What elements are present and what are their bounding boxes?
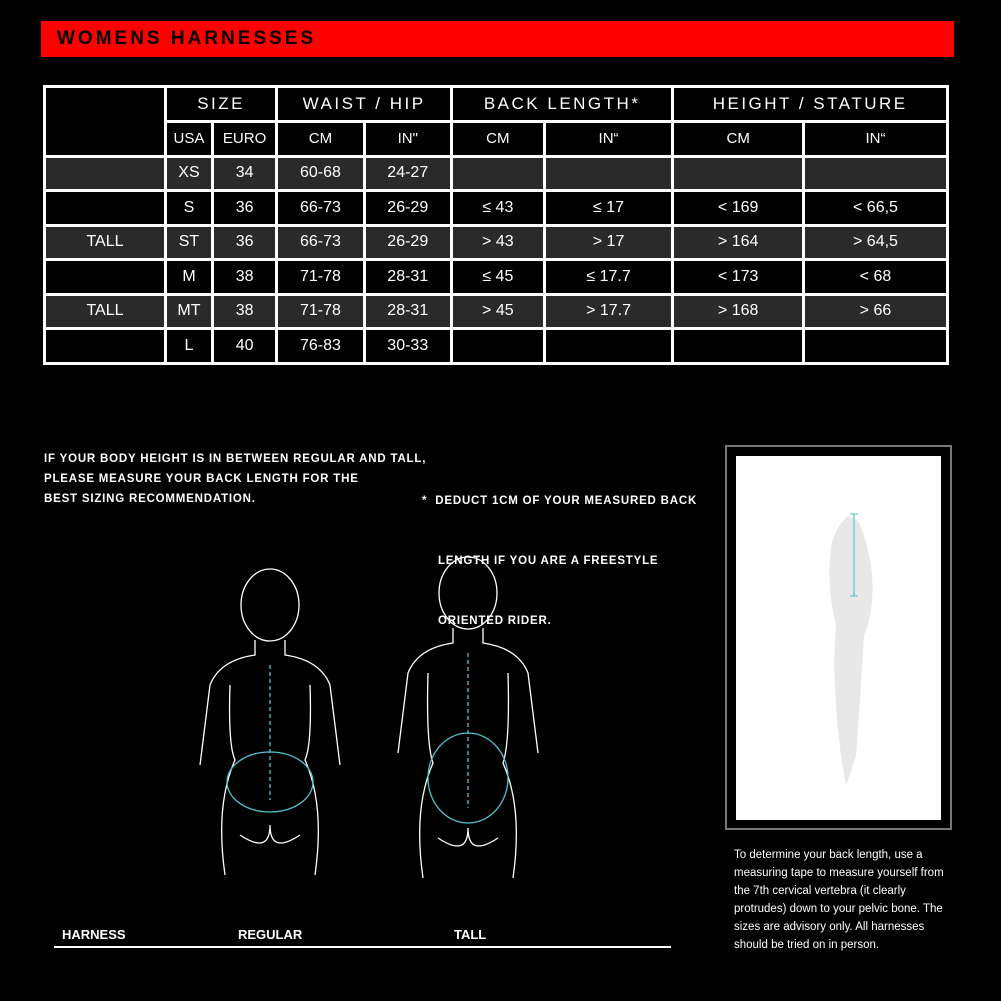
table-row (45, 191, 948, 226)
tall-tag-cell: TALL (45, 225, 166, 260)
subheader-cell: IN“ (544, 122, 673, 157)
regular-figure (200, 569, 340, 875)
tall-tag-cell (45, 191, 166, 226)
table-cell: MT (166, 294, 213, 329)
table-cell: 71-78 (277, 294, 364, 329)
table-cell: XS (166, 156, 213, 191)
table-cell: ≤ 17.7 (544, 260, 673, 295)
table-cell: 38 (212, 260, 276, 295)
table-cell (673, 329, 804, 364)
table-cell: > 168 (673, 294, 804, 329)
table-cell (451, 156, 544, 191)
note-line: * DEDUCT 1CM OF YOUR MEASURED BACK (422, 495, 698, 507)
table-cell: 34 (212, 156, 276, 191)
group-header: SIZE (166, 87, 277, 122)
table-cell: > 45 (451, 294, 544, 329)
table-cell: < 66,5 (803, 191, 947, 226)
table-cell: ≤ 17 (544, 191, 673, 226)
table-cell: > 17.7 (544, 294, 673, 329)
table-cell: < 173 (673, 260, 804, 295)
table-cell: 66-73 (277, 225, 364, 260)
size-table (43, 85, 949, 365)
table-cell: < 68 (803, 260, 947, 295)
table-cell (544, 156, 673, 191)
table-cell: > 64,5 (803, 225, 947, 260)
group-header: WAIST / HIP (277, 87, 452, 122)
table-cell: 60-68 (277, 156, 364, 191)
table-cell: 36 (212, 191, 276, 226)
table-cell: > 43 (451, 225, 544, 260)
table-cell: > 66 (803, 294, 947, 329)
back-measure-figure (736, 456, 941, 820)
tall-tag-cell (45, 156, 166, 191)
note-line: IF YOUR BODY HEIGHT IS IN BETWEEN REGULAR AND TALL, (44, 453, 427, 465)
table-cell: 71-78 (277, 260, 364, 295)
table-cell: ≤ 43 (451, 191, 544, 226)
tall-tag-cell: TALL (45, 294, 166, 329)
table-row (45, 156, 948, 191)
table-cell: 28-31 (364, 294, 451, 329)
note-line: LENGTH IF YOU ARE A FREESTYLE (422, 555, 659, 567)
table-cell: 30-33 (364, 329, 451, 364)
table-row (45, 225, 948, 260)
subheader-cell: CM (451, 122, 544, 157)
note-line: ORIENTED RIDER. (422, 615, 552, 627)
table-cell: 24-27 (364, 156, 451, 191)
table-row (45, 260, 948, 295)
subheader-cell: EURO (212, 122, 276, 157)
tall-tag-cell (45, 329, 166, 364)
table-cell: S (166, 191, 213, 226)
table-cell: 66-73 (277, 191, 364, 226)
subheader-cell: USA (166, 122, 213, 157)
subheader-cell: IN“ (803, 122, 947, 157)
table-cell: 26-29 (364, 191, 451, 226)
measurement-caption: To determine your back length, use a measuring tape to measure yourself from the 7th cervical vertebra (it clearly protrudes) down to your pelvic bone. The sizes are advisory only. All harnesses should be tried on in person. (734, 849, 944, 951)
table-cell (673, 156, 804, 191)
subheader-cell: IN" (364, 122, 451, 157)
table-cell: 36 (212, 225, 276, 260)
page-title: WOMENS HARNESSES (57, 28, 317, 49)
table-cell: 76-83 (277, 329, 364, 364)
table-cell: < 169 (673, 191, 804, 226)
note-line: BEST SIZING RECOMMENDATION. (44, 493, 256, 505)
table-cell: L (166, 329, 213, 364)
subheader-cell: CM (673, 122, 804, 157)
tall-figure (398, 557, 538, 878)
table-row (45, 329, 948, 364)
corner-cell (45, 87, 166, 157)
table-cell: 26-29 (364, 225, 451, 260)
subheader-cell: CM (277, 122, 364, 157)
tall-tag-cell (45, 260, 166, 295)
label-regular: REGULAR (238, 927, 303, 942)
table-cell: 38 (212, 294, 276, 329)
table-row (45, 294, 948, 329)
note-line: PLEASE MEASURE YOUR BACK LENGTH FOR THE (44, 473, 359, 485)
group-header: HEIGHT / STATURE (673, 87, 948, 122)
table-cell (803, 156, 947, 191)
table-cell: ST (166, 225, 213, 260)
divider (54, 946, 671, 948)
table-cell (803, 329, 947, 364)
table-cell: M (166, 260, 213, 295)
table-cell: > 17 (544, 225, 673, 260)
table-cell: > 164 (673, 225, 804, 260)
body-outlines (180, 545, 570, 925)
table-cell: 40 (212, 329, 276, 364)
label-tall: TALL (454, 927, 487, 942)
group-header: BACK LENGTH* (451, 87, 672, 122)
height-note (44, 449, 426, 509)
measurement-photo (725, 445, 952, 830)
table-cell: ≤ 45 (451, 260, 544, 295)
table-cell: 28-31 (364, 260, 451, 295)
label-harness: HARNESS (62, 927, 126, 942)
table-cell (544, 329, 673, 364)
table-cell (451, 329, 544, 364)
title-banner (41, 21, 954, 57)
